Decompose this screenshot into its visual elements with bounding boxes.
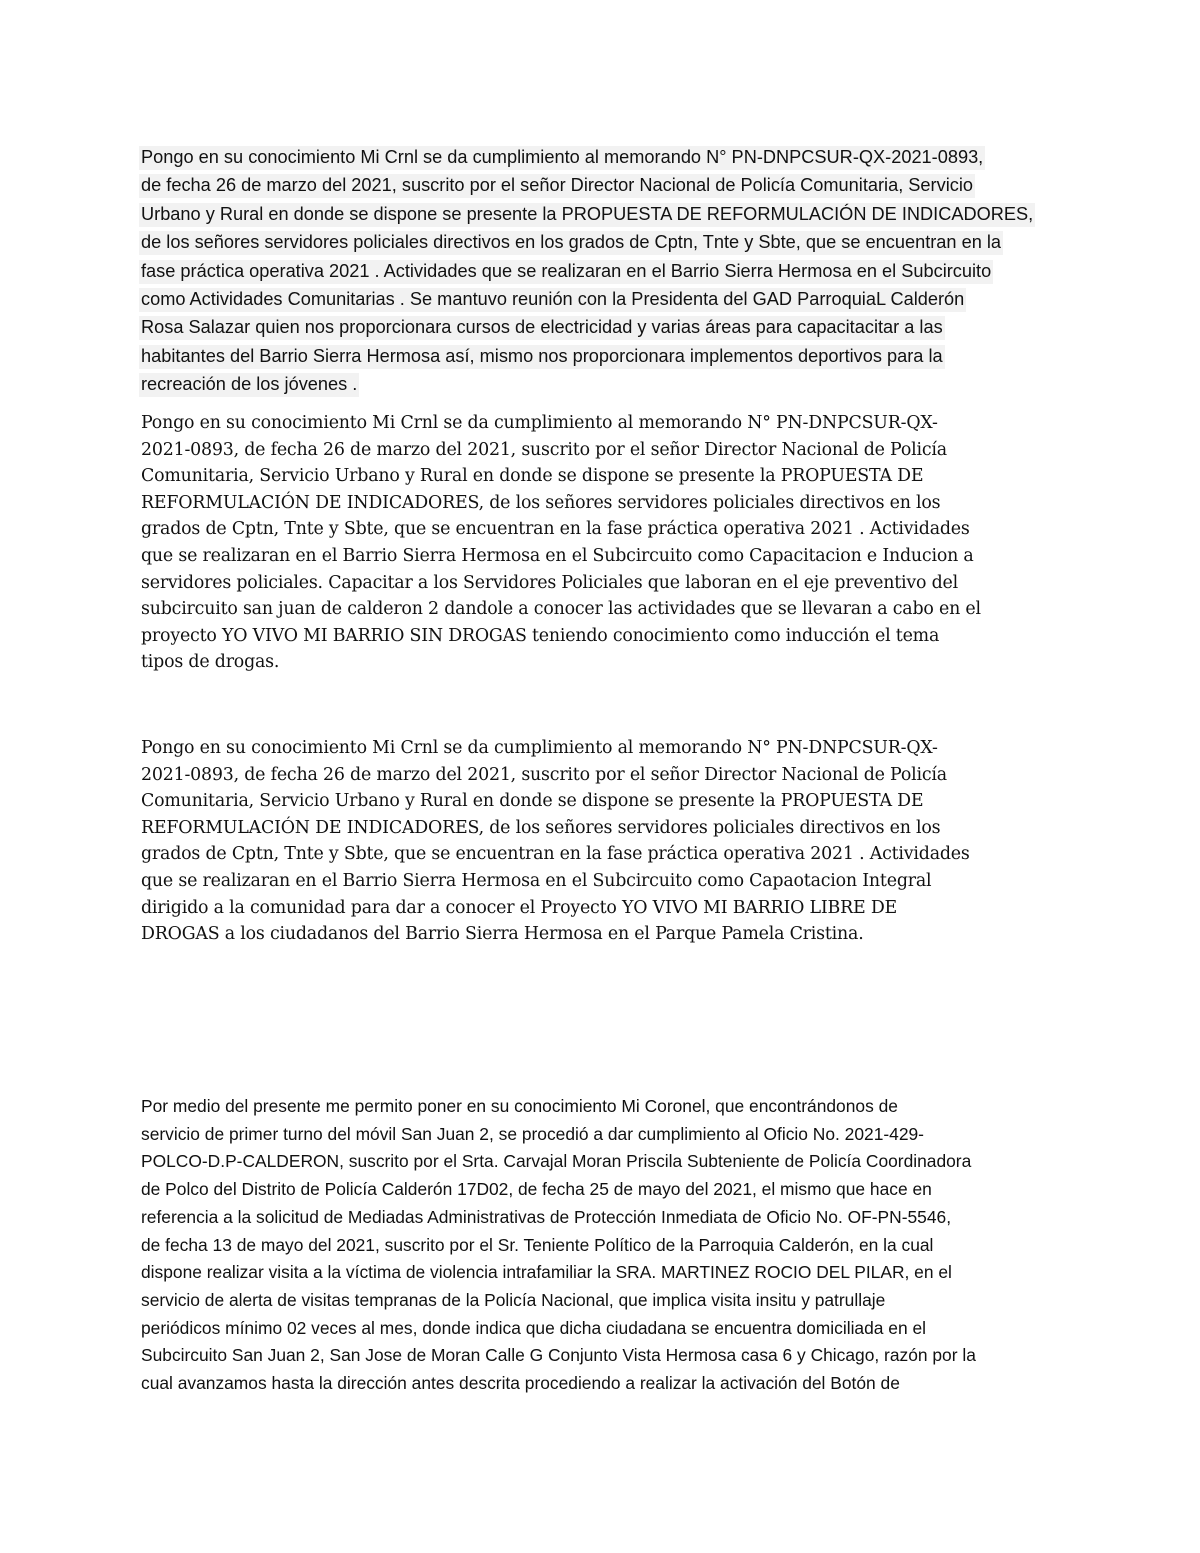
paragraph-line: POLCO-D.P-CALDERON, suscrito por el Srta. Carvajal Moran Priscila Subteniente de Policía Coordinadora: [141, 1151, 972, 1172]
paragraph-line: de fecha 13 de mayo del 2021, suscrito por el Sr. Teniente Político de la Parroquia Calderón, en la cual: [141, 1234, 934, 1255]
paragraph-line: dirigido a la comunidad para dar a conocer el Proyecto YO VIVO MI BARRIO LIBRE DE: [141, 897, 898, 918]
paragraph-line: Subcircuito San Juan 2, San Jose de Moran Calle G Conjunto Vista Hermosa casa 6 y Chicago, razón por la: [141, 1345, 976, 1366]
paragraph-line: servidores policiales. Capacitar a los Servidores Policiales que laboran en el eje preventivo del: [141, 572, 959, 593]
paragraph-line: Comunitaria, Servicio Urbano y Rural en donde se dispone se presente la PROPUESTA DE: [141, 466, 924, 487]
paragraph-line: cual avanzamos hasta la dirección antes descrita procediendo a realizar la activación del Botón de: [141, 1373, 900, 1394]
paragraph-line: Por medio del presente me permito poner en su conocimiento Mi Coronel, que encontrándonos de: [141, 1096, 898, 1116]
paragraph-line: REFORMULACIÓN DE INDICADORES, de los señores servidores policiales directivos en los: [141, 492, 941, 513]
paragraph-line: grados de Cptn, Tnte y Sbte, que se encuentran en la fase práctica operativa 2021 . Actividades: [141, 519, 970, 540]
paragraph-line: referencia a la solicitud de Mediadas Administrativas de Protección Inmediata de Oficio No. OF-PN-5546,: [141, 1206, 952, 1227]
paragraph-line: grados de Cptn, Tnte y Sbte, que se encuentran en la fase práctica operativa 2021 . Actividades: [141, 844, 970, 865]
paragraph-line: Rosa Salazar quien nos proporcionara cursos de electricidad y varias áreas para capacitacitar a las: [141, 313, 1091, 341]
paragraph-line: de Polco del Distrito de Policía Calderón 17D02, de fecha 25 de mayo del 2021, el mismo que hace en: [141, 1179, 932, 1200]
paragraph-line: Pongo en su conocimiento Mi Crnl se da cumplimiento al memorando N° PN-DNPCSUR-QX-: [141, 738, 938, 758]
paragraph-line: Pongo en su conocimiento Mi Crnl se da cumplimiento al memorando N° PN-DNPCSUR-QX-2021-0893,: [141, 143, 1091, 171]
paragraph-line: que se realizaran en el Barrio Sierra Hermosa en el Subcircuito como Capacitacion e Inducion a: [141, 545, 974, 566]
paragraph-line: fase práctica operativa 2021 . Actividades que se realizaran en el Barrio Sierra Hermosa en el Subcircuito: [141, 257, 1091, 285]
paragraph-line: 2021-0893, de fecha 26 de marzo del 2021, suscrito por el señor Director Nacional de Policía: [141, 764, 947, 785]
paragraph-line: recreación de los jóvenes .: [141, 370, 1091, 398]
paragraph-line: dispone realizar visita a la víctima de violencia intrafamiliar la SRA. MARTINEZ ROCIO DEL PILAR, en el: [141, 1262, 952, 1283]
paragraph-line: de los señores servidores policiales directivos en los grados de Cptn, Tnte y Sbte, que se encuentran en la: [141, 228, 1091, 256]
paragraph-line: subcircuito san juan de calderon 2 dandole a conocer las actividades que se llevaran a cabo en el: [141, 599, 981, 620]
paragraph-line: 2021-0893, de fecha 26 de marzo del 2021, suscrito por el señor Director Nacional de Policía: [141, 439, 947, 460]
paragraph-line: periódicos mínimo 02 veces al mes, donde indica que dicha ciudadana se encuentra domiciliada en el: [141, 1317, 926, 1338]
paragraph-line: Urbano y Rural en donde se dispone se presente la PROPUESTA DE REFORMULACIÓN DE INDICADORES,: [141, 200, 1091, 228]
paragraph-line: como Actividades Comunitarias . Se mantuvo reunión con la Presidenta del GAD ParroquiaL Calderón: [141, 285, 1091, 313]
paragraph-line: tipos de drogas.: [141, 652, 280, 673]
paragraph-line: proyecto YO VIVO MI BARRIO SIN DROGAS teniendo conocimiento como inducción el tema: [141, 625, 940, 646]
paragraph-line: Comunitaria, Servicio Urbano y Rural en donde se dispone se presente la PROPUESTA DE: [141, 791, 924, 812]
paragraph-line: servicio de alerta de visitas tempranas de la Policía Nacional, que implica visita insitu y patrullaje: [141, 1289, 886, 1310]
paragraph-line: servicio de primer turno del móvil San Juan 2, se procedió a dar cumplimiento al Oficio No. 2021-429-: [141, 1123, 924, 1144]
paragraph-line: Pongo en su conocimiento Mi Crnl se da cumplimiento al memorando N° PN-DNPCSUR-QX-: [141, 413, 938, 433]
paragraph-1: [141, 143, 1091, 399]
paragraph-line: DROGAS a los ciudadanos del Barrio Sierra Hermosa en el Parque Pamela Cristina.: [141, 924, 864, 945]
paragraph-line: que se realizaran en el Barrio Sierra Hermosa en el Subcircuito como Capaotacion Integral: [141, 870, 932, 891]
paragraph-4: [141, 1093, 1091, 1398]
paragraph-line: de fecha 26 de marzo del 2021, suscrito por el señor Director Nacional de Policía Comunitaria, Servicio: [141, 171, 1091, 199]
paragraph-line: REFORMULACIÓN DE INDICADORES, de los señores servidores policiales directivos en los: [141, 817, 941, 838]
paragraph-line: habitantes del Barrio Sierra Hermosa así, mismo nos proporcionara implementos deportivos para la: [141, 342, 1091, 370]
paragraph-3: [141, 735, 1091, 948]
paragraph-2: [141, 410, 1091, 676]
